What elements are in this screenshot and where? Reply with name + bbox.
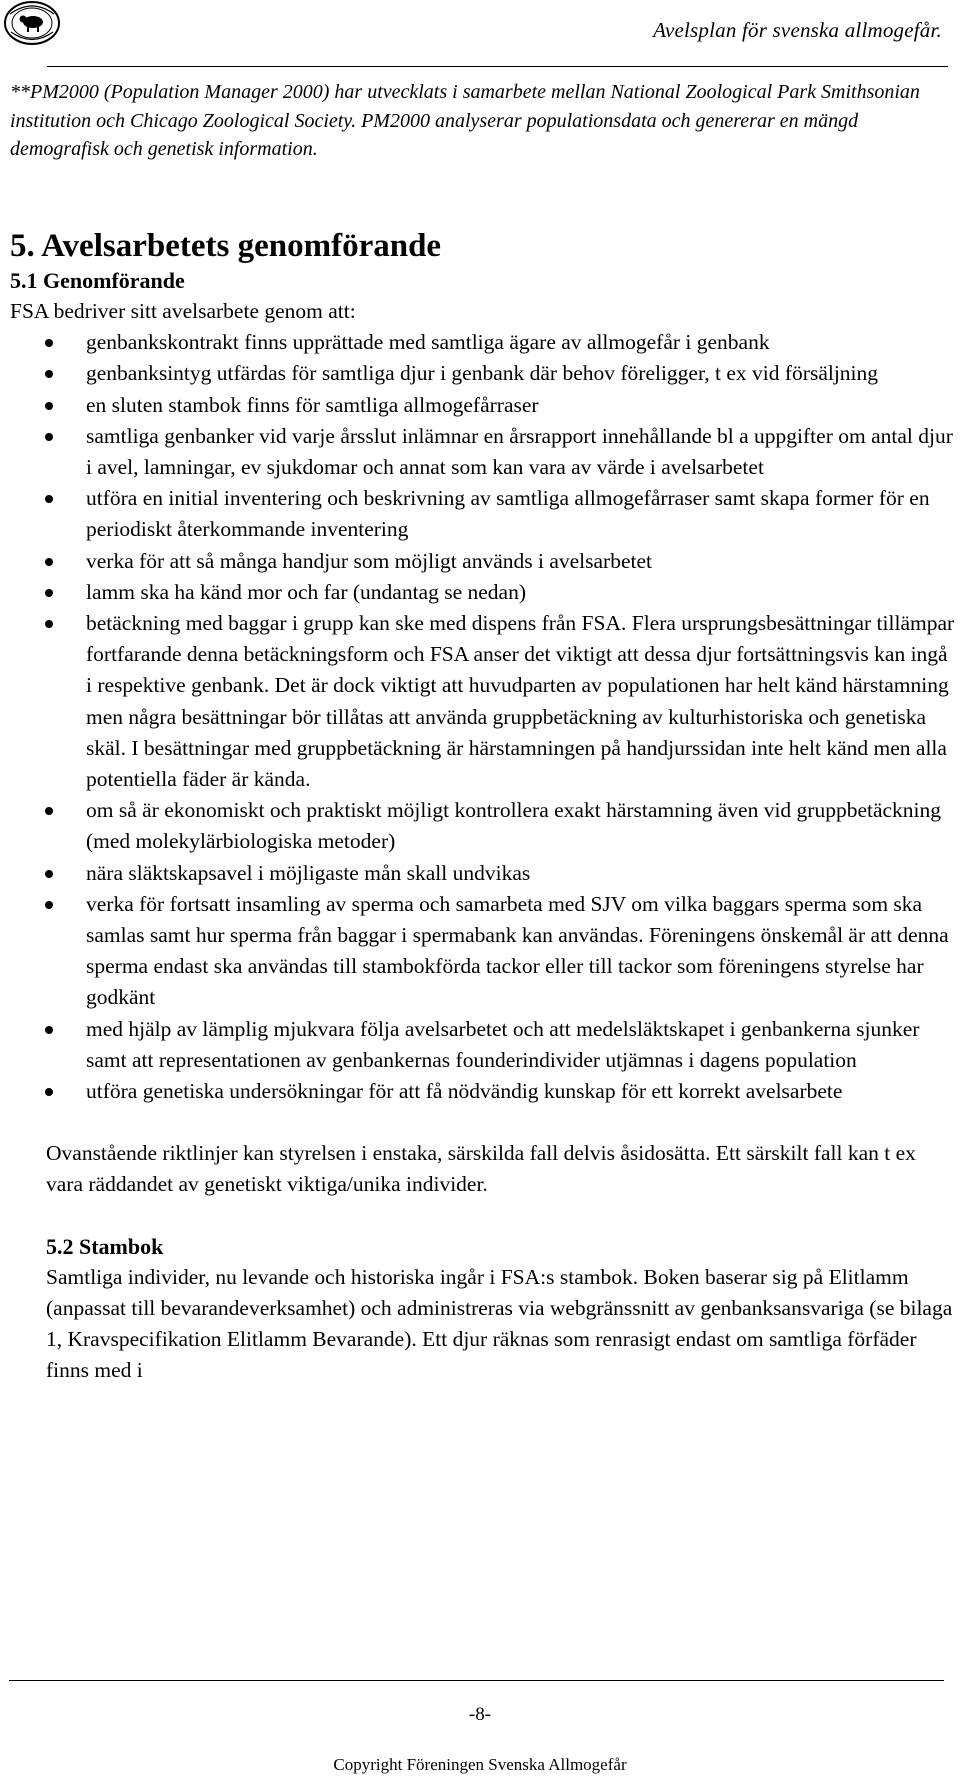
sheep-seal-logo-icon: [2, 0, 64, 46]
list-item-text: en sluten stambok finns för samtliga allmogefårraser: [86, 392, 539, 417]
spacer: [46, 1201, 955, 1232]
list-item-text: med hjälp av lämplig mjukvara följa avelsarbetet och att medelsläktskapet i genbankerna sjunker samt att representationen av genbankernas founderindivider utjämnas i dagens population: [86, 1016, 920, 1072]
bullet-icon: [45, 901, 53, 909]
section-heading: 5. Avelsarbetets genomförande: [10, 228, 442, 264]
list-item: [10, 483, 955, 545]
bullet-icon: [45, 339, 53, 347]
bullet-icon: [45, 558, 53, 566]
list-item: [10, 390, 955, 421]
bullet-icon: [45, 1026, 53, 1034]
list-item-text: betäckning med baggar i grupp kan ske med dispens från FSA. Flera ursprungsbesättningar tillämpar fortfarande denna betäckningsform och FSA anser det viktigt att dessa djur fortsättningsvis kan ingå i respektive genbank. Det är dock viktigt att huvudparten av populationen har helt känd härstamning men några besättningar bör tillåtas att använda gruppbetäckning av kulturhistoriska och genetiska skäl. I besättningar med gruppbetäckning är härstamningen på handjurssidan inte helt känd men alla potentiella fäder är kända.: [86, 611, 955, 792]
list-item: [10, 546, 955, 577]
list-item: [10, 358, 955, 389]
spacer: [10, 1107, 955, 1138]
list-item-text: nära släktskapsavel i möjligaste mån skall undvikas: [86, 860, 531, 885]
list-item: [10, 1076, 955, 1107]
footnote: **PM2000 (Population Manager 2000) har utvecklats i samarbete mellan National Zoological Park Smithsonian institution och Chicago Zoological Society. PM2000 analyserar populationsdata och genererar en mängd demografisk och genetisk information.: [10, 81, 920, 160]
closing-block: [46, 1138, 955, 1386]
closing-paragraph: Ovanstående riktlinjer kan styrelsen i enstaka, särskilda fall delvis åsidosätta. Ett särskilt fall kan t ex vara räddandet av genetiskt viktiga/unika individer.: [46, 1141, 916, 1197]
bullet-icon: [45, 870, 53, 878]
main-content: [10, 226, 955, 1387]
subsection-heading: 5.1 Genomförande: [10, 268, 185, 293]
intro-paragraph: FSA bedriver sitt avelsarbete genom att:: [10, 299, 356, 323]
page-number: -8-: [468, 1704, 492, 1725]
list-item: [10, 889, 955, 1014]
list-item: [10, 795, 955, 857]
list-item: [10, 858, 955, 889]
list-item: [10, 421, 955, 483]
list-item-text: genbankskontrakt finns upprättade med samtliga ägare av allmogefår i genbank: [86, 330, 770, 355]
bullet-icon: [45, 495, 53, 503]
guideline-list: [10, 327, 955, 1107]
list-item: [10, 327, 955, 358]
copyright-notice: Copyright Föreningen Svenska Allmogefår: [333, 1755, 627, 1774]
list-item: [10, 1014, 955, 1076]
list-item-text: utföra en initial inventering och beskrivning av samtliga allmogefårraser samt skapa former för en periodiskt återkommande inventering: [86, 486, 930, 542]
footer-divider: [9, 1680, 944, 1681]
list-item-text: genbanksintyg utfärdas för samtliga djur i genbank där behov föreligger, t ex vid försäljning: [86, 361, 879, 386]
bullet-icon: [45, 589, 53, 597]
list-item-text: utföra genetiska undersökningar för att få nödvändig kunskap för ett korrekt avelsarbete: [86, 1079, 843, 1104]
list-item: [10, 577, 955, 608]
list-item-text: lamm ska ha känd mor och far (undantag se nedan): [86, 579, 526, 604]
bullet-icon: [45, 620, 53, 628]
bullet-icon: [45, 370, 53, 378]
running-header-title: Avelsplan för svenska allmogefår.: [653, 18, 942, 42]
stambok-paragraph: Samtliga individer, nu levande och historiska ingår i FSA:s stambok. Boken baserar sig på Elitlamm (anpassat till bevarandeverksamhet) och administreras via webgränssnitt av genbanksansvariga (se bilaga 1, Kravspecifikation Elitlamm Bevarande). Ett djur räknas som renrasigt endast om samtliga förfäder finns med i: [46, 1264, 953, 1383]
bullet-icon: [45, 807, 53, 815]
bullet-icon: [45, 1088, 53, 1096]
bullet-icon: [45, 433, 53, 441]
bullet-icon: [45, 402, 53, 410]
stambok-heading: 5.2 Stambok: [46, 1233, 164, 1259]
list-item-text: samtliga genbanker vid varje årsslut inlämnar en årsrapport innehållande bl a uppgifter om antal djur i avel, lamningar, ev sjukdomar och annat som kan vara av värde i avelsarbetet: [86, 423, 953, 480]
header-divider: [47, 66, 948, 67]
list-item: [10, 608, 955, 795]
list-item-text: verka för fortsatt insamling av sperma och samarbeta med SJV om vilka baggars sperma som ska samlas samt hur sperma från baggar i spermabank kan användas. Föreningens önskemål är att denna sperma endast ska användas till stambokförda tackor eller till tackor som föreningens styrelse har godkänt: [86, 891, 949, 1010]
list-item-text: om så är ekonomiskt och praktiskt möjligt kontrollera exakt härstamning även vid gruppbetäckning (med molekylärbiologiska metoder): [86, 798, 942, 854]
list-item-text: verka för att så många handjur som möjligt används i avelsarbetet: [86, 548, 652, 573]
